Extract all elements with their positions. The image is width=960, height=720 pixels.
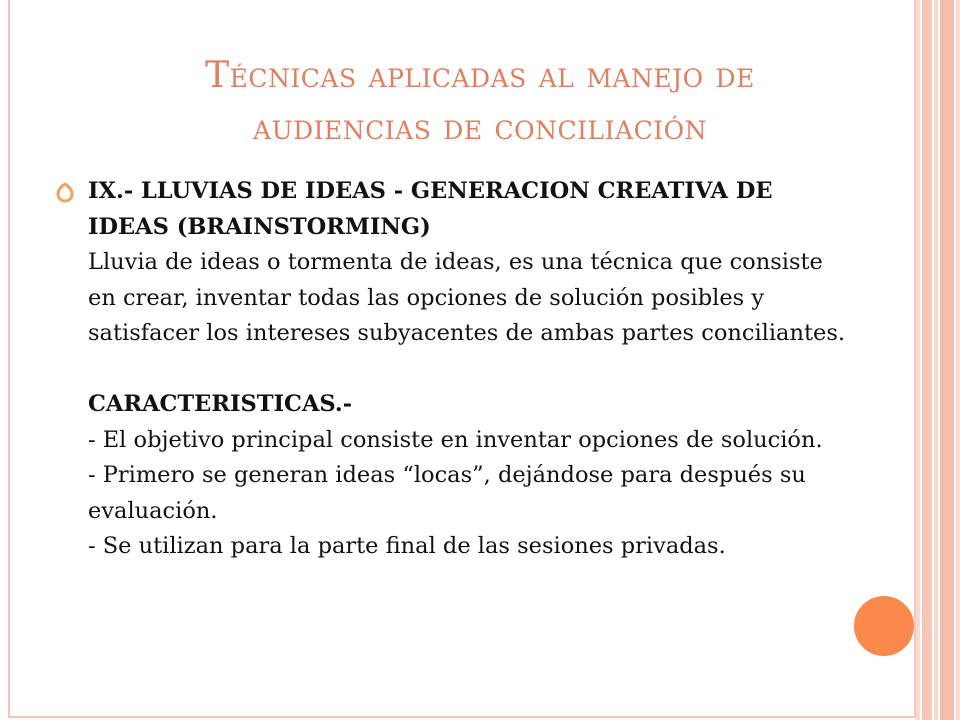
characteristic-item: - El objetivo principal consiste en inventar opciones de solución.: [88, 426, 823, 453]
spacer: [88, 352, 848, 388]
characteristic-item: - Se utilizan para la parte final de las sesiones privadas.: [88, 533, 726, 559]
intro-paragraph: Lluvia de ideas o tormenta de ideas, es una técnica que consiste en crear, inventar todas las opciones de solución posibles y satisfacer los intereses subyacentes de ambas partes conciliantes.: [88, 249, 846, 346]
slide-body: [88, 174, 848, 565]
title-line-2: audiencias de conciliación: [253, 107, 707, 148]
stripe: [934, 0, 938, 720]
characteristics-heading: CARACTERISTICAS.-: [88, 391, 353, 417]
stripe: [956, 0, 960, 720]
slide-title: [90, 50, 870, 154]
characteristic-item: - Primero se generan ideas “locas”, dejándose para después su evaluación.: [88, 462, 806, 524]
section-heading: IX.- LLUVIAS DE IDEAS - GENERACION CREATIVA DE IDEAS (BRAINSTORMING): [88, 178, 773, 240]
decorative-stripes: [916, 0, 960, 720]
decorative-circle: [854, 596, 914, 656]
stripe: [916, 0, 920, 720]
stripe: [922, 0, 932, 720]
title-line-1: Técnicas aplicadas al manejo de: [205, 55, 755, 96]
outline-bullet-icon: [54, 182, 76, 204]
stripe: [940, 0, 954, 720]
